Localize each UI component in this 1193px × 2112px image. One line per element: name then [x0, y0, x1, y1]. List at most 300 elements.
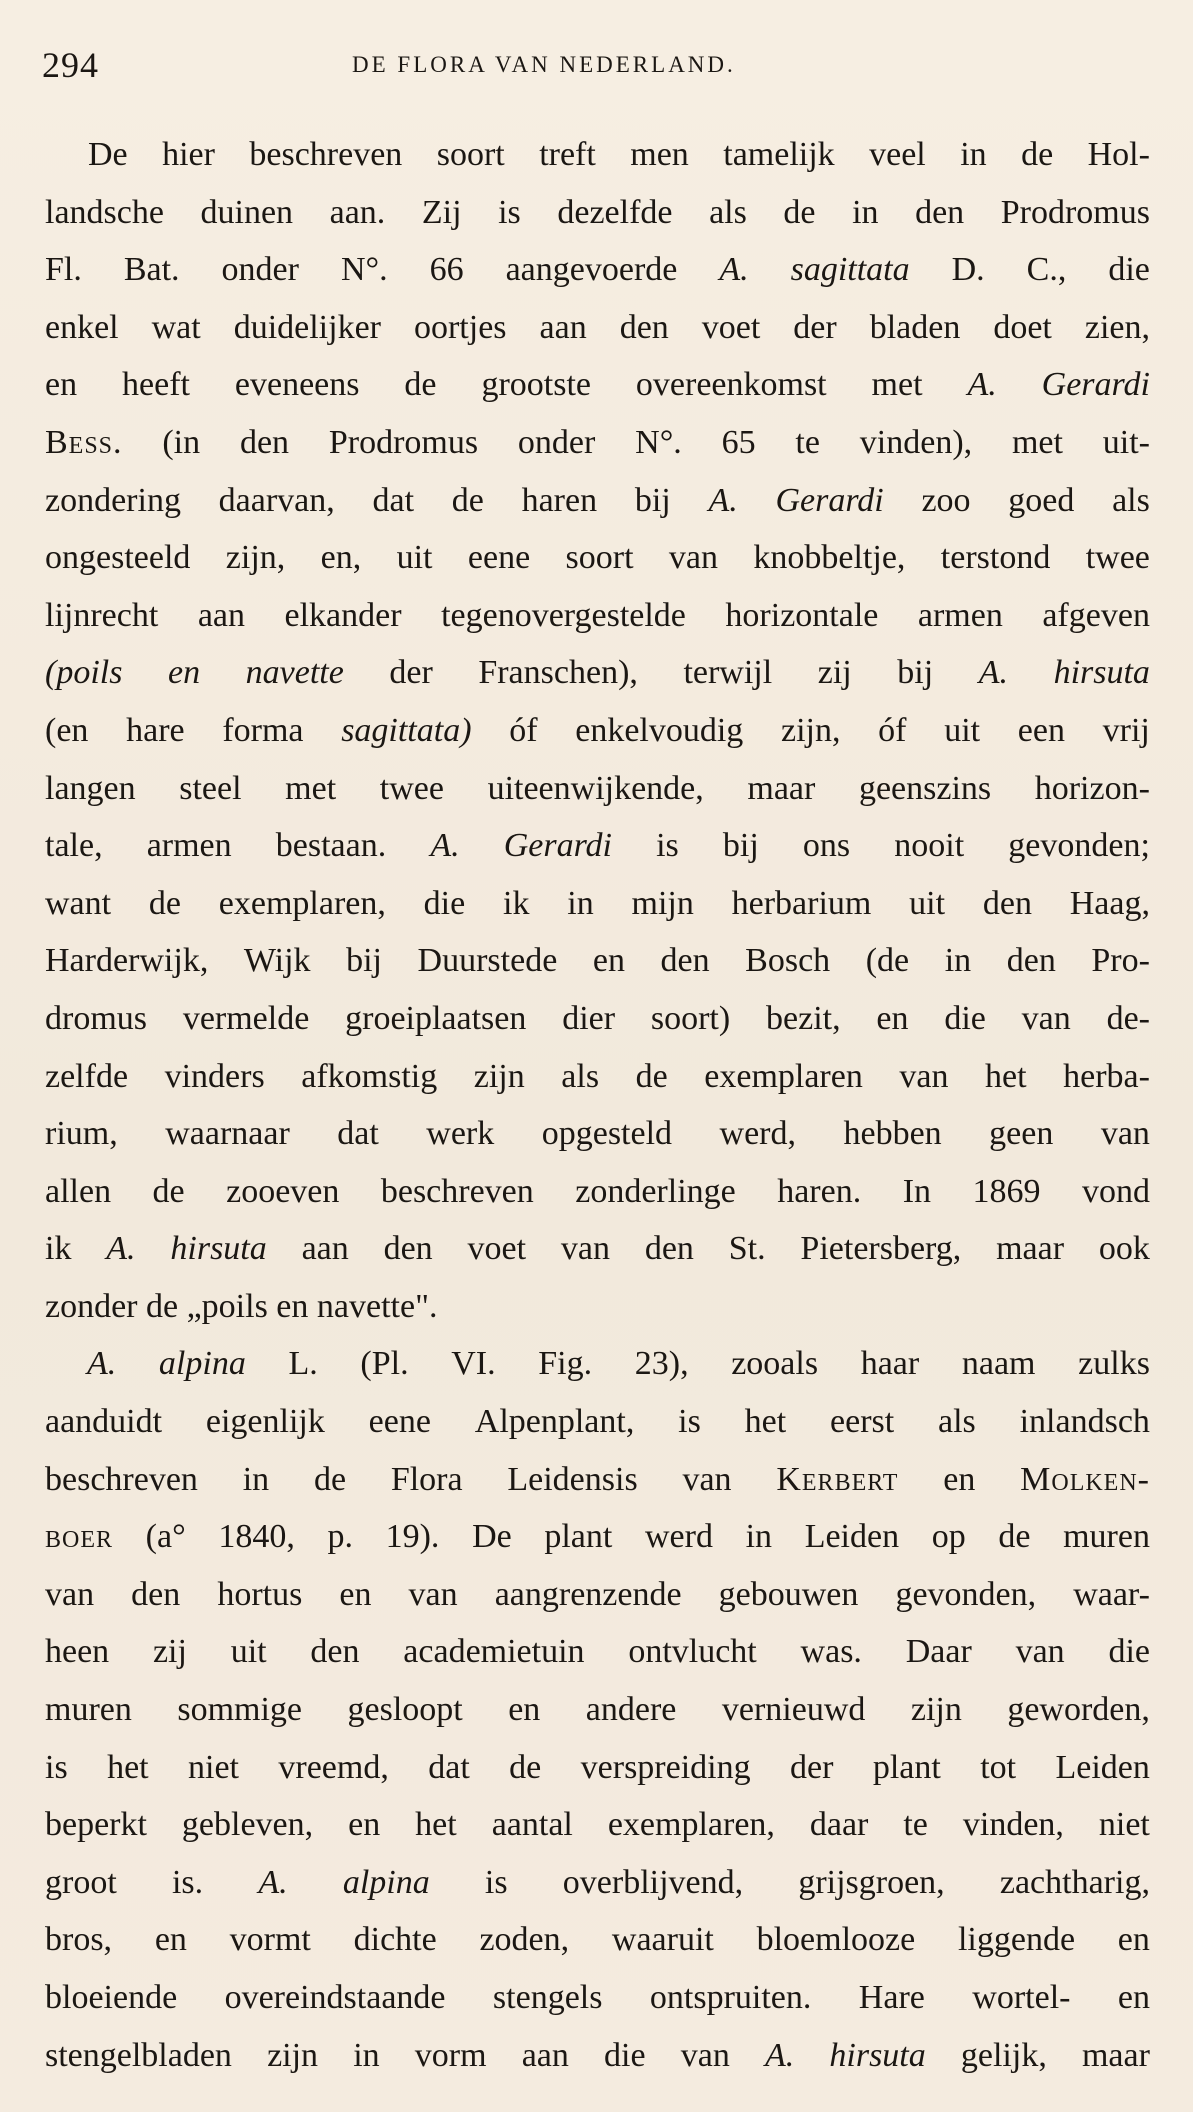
text-word: L.: [288, 1345, 318, 1383]
text-word: Fig.: [538, 1345, 593, 1383]
text-word: aan.: [329, 193, 386, 231]
text-line: [45, 1911, 1150, 1969]
text-line: [45, 990, 1150, 1048]
text-word: zien,: [1084, 308, 1150, 346]
text-word: óf: [878, 711, 907, 749]
text-word: enkel: [45, 308, 119, 346]
text-line: [45, 1739, 1150, 1797]
text-word: den: [644, 1230, 694, 1268]
text-line: [45, 356, 1150, 414]
text-word: bij: [346, 942, 382, 980]
text-word: het: [985, 1057, 1027, 1095]
text-word: ontspruiten.: [649, 1979, 812, 2016]
text-line: [45, 1623, 1150, 1681]
text-line: [45, 184, 1150, 242]
text-word: overeenkomst: [635, 366, 827, 404]
text-word: zelfde: [45, 1057, 129, 1095]
text-word: den: [131, 1575, 181, 1613]
text-word: en: [508, 1691, 541, 1729]
text-word: overblijvend,: [562, 1863, 744, 1901]
text-word: grootste: [481, 366, 591, 404]
text-word: zoo: [921, 481, 971, 519]
text-word: wortel-: [972, 1979, 1071, 2016]
text-word: duidelijker: [233, 308, 381, 346]
text-word: vond: [1081, 1172, 1150, 1210]
text-word: beschreven: [380, 1172, 534, 1210]
text-word: Kerbert: [776, 1460, 899, 1498]
text-word: als: [561, 1057, 600, 1095]
text-word: Leidensis: [507, 1460, 638, 1498]
text-word: veel: [869, 136, 926, 173]
text-word: op: [931, 1518, 966, 1556]
text-word: dezelfde: [557, 193, 673, 231]
text-word: in: [242, 1460, 270, 1498]
text-word: gesloopt: [347, 1691, 463, 1729]
text-word: overeindstaande: [224, 1979, 446, 2016]
text-word: zijn: [473, 1057, 525, 1095]
text-word: eene: [467, 539, 531, 577]
text-word: stengels: [492, 1979, 603, 2016]
text-word: exemplaren,: [218, 884, 386, 922]
text-word: in: [567, 884, 594, 922]
text-line: [45, 644, 1150, 702]
text-word: afgeven: [1042, 596, 1150, 634]
text-word: van: [408, 1575, 458, 1613]
text-word: die: [1108, 1633, 1150, 1671]
text-word: alpina: [342, 1863, 430, 1901]
text-word: aan: [539, 308, 587, 346]
text-word: Duurstede: [417, 942, 558, 980]
text-word: was.: [800, 1633, 862, 1671]
text-word: Flora: [390, 1460, 463, 1498]
text-word: maar: [996, 1230, 1065, 1268]
text-word: Prodromus: [328, 423, 479, 461]
text-word: hebben: [843, 1115, 942, 1153]
text-word: den: [660, 942, 710, 980]
text-word: soort: [436, 136, 505, 173]
text-word: academietuin: [403, 1633, 585, 1671]
text-word: van: [1100, 1115, 1150, 1153]
text-line: [45, 1969, 1150, 2027]
text-word: een: [1017, 711, 1065, 749]
text-word: A.: [967, 366, 997, 404]
text-word: naam: [961, 1345, 1036, 1383]
text-word: enkelvoudig: [575, 711, 744, 749]
text-word: knobbeltje,: [753, 539, 906, 577]
text-word: A.: [87, 1345, 117, 1383]
text-word: ons: [802, 827, 851, 865]
text-word: van: [682, 1460, 732, 1498]
text-line: [45, 126, 1150, 184]
text-word: D.: [951, 251, 985, 289]
text-word: hirsuta: [829, 2036, 926, 2074]
text-word: 65: [721, 423, 756, 461]
text-word: den: [982, 884, 1032, 922]
text-word: men: [630, 136, 689, 173]
text-word: plant: [544, 1518, 613, 1556]
text-word: inlandsch: [1019, 1403, 1150, 1441]
text-word: mijn: [631, 884, 694, 922]
text-line: [45, 1335, 1150, 1393]
text-word: is: [656, 827, 679, 865]
text-word: sagittata: [790, 251, 910, 289]
text-word: de: [404, 366, 437, 404]
text-word: en: [876, 999, 909, 1037]
text-word: dichte: [353, 1921, 437, 1959]
text-word: aanduidt: [45, 1403, 163, 1441]
text-word: voet: [467, 1230, 527, 1268]
body-text: [45, 126, 1150, 2084]
text-word: plant: [872, 1748, 941, 1786]
text-word: de: [509, 1748, 542, 1786]
text-word: in: [944, 942, 972, 980]
text-line: [45, 529, 1150, 587]
text-word: Molken-: [1020, 1460, 1150, 1498]
text-word: De: [472, 1518, 512, 1556]
text-word: bros,: [45, 1921, 113, 1959]
text-word: 66: [429, 251, 464, 289]
text-word: Haag,: [1069, 884, 1150, 922]
text-word: die: [1108, 251, 1150, 289]
text-word: (a°: [145, 1518, 186, 1556]
text-word: hirsuta: [170, 1230, 267, 1268]
text-word: van: [680, 2036, 730, 2074]
text-word: vinden),: [859, 423, 973, 461]
text-word: als: [938, 1403, 976, 1441]
text-word: zijn: [910, 1691, 962, 1729]
text-line: [45, 241, 1150, 299]
text-word: beschreven: [45, 1460, 198, 1498]
text-word: In: [902, 1172, 932, 1210]
text-word: en: [348, 1806, 381, 1844]
text-word: dat: [337, 1115, 379, 1153]
text-word: Bosch: [745, 942, 831, 980]
text-word: heen: [45, 1633, 110, 1671]
text-word: maar: [1081, 2036, 1150, 2074]
text-word: bij: [897, 654, 934, 692]
text-word: met: [1011, 423, 1063, 461]
text-word: tegenovergestelde: [441, 596, 686, 634]
text-word: van: [668, 539, 719, 577]
text-word: de: [313, 1460, 347, 1498]
text-word: de: [148, 884, 181, 922]
text-word: en: [943, 1460, 976, 1498]
text-word: navette: [245, 654, 344, 692]
text-word: het: [415, 1806, 457, 1844]
text-word: zachtharig,: [999, 1863, 1150, 1901]
text-word: daar: [809, 1806, 869, 1844]
text-word: vorm: [414, 2036, 487, 2074]
text-word: eerst: [830, 1403, 895, 1441]
text-word: en: [1117, 1921, 1150, 1959]
text-word: voet: [701, 308, 761, 346]
text-word: beschreven: [249, 136, 403, 173]
text-word: uit: [944, 711, 981, 749]
text-word: horizon-: [1034, 769, 1150, 807]
text-word: en: [45, 366, 78, 404]
text-word: waar-: [1073, 1575, 1150, 1613]
text-word: heeft: [122, 366, 190, 404]
text-word: bestaan.: [275, 827, 387, 865]
text-word: wat: [151, 308, 201, 346]
text-word: uit-: [1102, 423, 1150, 461]
text-word: vinden,: [962, 1806, 1064, 1844]
text-word: gevonden;: [1008, 827, 1150, 865]
text-word: gebouwen: [718, 1575, 859, 1613]
text-word: zij: [817, 654, 852, 692]
text-word: groeiplaatsen: [345, 999, 527, 1037]
text-word: langen: [45, 769, 136, 807]
text-word: haar: [860, 1345, 920, 1383]
text-line: [45, 932, 1150, 990]
text-line: [45, 1278, 1150, 1336]
text-word: (poils: [45, 654, 123, 692]
text-line: [45, 1508, 1150, 1566]
text-word: Daar: [905, 1633, 972, 1671]
text-line: [45, 875, 1150, 933]
text-word: de: [451, 481, 484, 519]
text-line: [45, 1854, 1150, 1912]
text-word: der: [790, 1748, 834, 1786]
text-word: aan: [301, 1230, 349, 1268]
text-word: uit: [909, 884, 946, 922]
text-word: uit: [230, 1633, 267, 1671]
text-word: zulks: [1078, 1345, 1150, 1383]
text-word: treft: [539, 136, 596, 173]
text-word: en: [339, 1575, 372, 1613]
text-word: niet: [1098, 1806, 1150, 1844]
text-word: geworden,: [1007, 1691, 1150, 1729]
text-line: [45, 1163, 1150, 1221]
text-word: alpina: [158, 1345, 246, 1383]
text-word: A.: [719, 251, 749, 289]
text-word: 1840,: [218, 1518, 295, 1556]
text-word: want: [45, 884, 112, 922]
text-word: nooit: [894, 827, 965, 865]
text-word: werk: [426, 1115, 495, 1153]
text-word: dat: [372, 481, 415, 519]
text-word: die: [944, 999, 986, 1037]
text-word: Zij: [421, 193, 462, 231]
text-word: armen: [146, 827, 232, 865]
text-word: te: [903, 1806, 928, 1844]
text-word: A.: [106, 1230, 136, 1268]
text-word: aangrenzende: [494, 1575, 682, 1613]
text-word: vernieuwd: [721, 1691, 866, 1729]
text-word: eveneens: [234, 366, 360, 404]
text-word: ontvlucht: [628, 1633, 757, 1671]
text-word: den: [383, 1230, 433, 1268]
text-word: muren: [1063, 1518, 1150, 1556]
text-word: dier: [562, 999, 616, 1037]
text-word: ik: [45, 1230, 72, 1268]
text-word: verspreiding: [580, 1748, 751, 1786]
text-word: waaruit: [611, 1921, 714, 1959]
text-line: [45, 702, 1150, 760]
text-word: bij: [722, 827, 759, 865]
text-word: haren: [521, 481, 598, 519]
text-word: werd: [644, 1518, 713, 1556]
text-line: [45, 2027, 1150, 2085]
text-word: óf: [509, 711, 538, 749]
text-word: p.: [327, 1518, 353, 1556]
text-word: den: [619, 308, 669, 346]
text-word: A.: [978, 654, 1009, 692]
text-line: [45, 1048, 1150, 1106]
text-word: het: [744, 1403, 787, 1441]
text-word: A.: [764, 2036, 795, 2074]
text-word: zondering: [45, 481, 181, 519]
text-word: twee: [379, 769, 444, 807]
text-word: stengelbladen: [45, 2036, 232, 2074]
text-word: bloemlooze: [756, 1921, 916, 1959]
text-line: [45, 817, 1150, 875]
text-word: sommige: [177, 1691, 303, 1729]
text-word: eene: [368, 1403, 431, 1441]
text-word: de-: [1106, 999, 1150, 1037]
text-word: Alpenplant,: [474, 1403, 635, 1441]
running-head: DE FLORA VAN NEDERLAND.: [352, 52, 736, 77]
text-word: zooeven: [226, 1172, 340, 1210]
text-word: terstond: [940, 539, 1051, 577]
text-word: geenszins: [858, 769, 992, 807]
text-word: eigenlijk: [205, 1403, 325, 1441]
text-word: Franschen),: [478, 654, 638, 692]
text-word: Pro-: [1091, 942, 1150, 980]
text-word: van: [1015, 1633, 1065, 1671]
text-word: Bat.: [123, 251, 180, 289]
text-line: [45, 1393, 1150, 1451]
text-word: (in: [162, 423, 201, 461]
text-word: twee: [1085, 539, 1150, 577]
text-line: [45, 472, 1150, 530]
text-word: ik: [503, 884, 530, 922]
text-word: Hare: [858, 1979, 925, 2016]
text-word: zonderlinge: [575, 1172, 736, 1210]
text-word: herbarium: [731, 884, 872, 922]
text-word: terwijl: [683, 654, 773, 692]
text-word: als: [1112, 481, 1150, 519]
text-word: aangevoerde: [505, 251, 678, 289]
text-word: aantal: [491, 1806, 573, 1844]
text-word: horizontale: [725, 596, 879, 634]
text-word: landsche: [45, 193, 164, 231]
text-word: het: [107, 1748, 149, 1786]
text-word: grijsgroen,: [798, 1863, 945, 1901]
text-word: Leiden: [804, 1518, 900, 1556]
text-word: hier: [162, 136, 215, 173]
text-word: exemplaren: [704, 1057, 863, 1095]
text-word: die: [423, 884, 466, 922]
text-word: in: [852, 193, 879, 231]
text-word: is.: [171, 1863, 204, 1901]
page-number: 294: [42, 45, 99, 85]
text-word: en: [1117, 1979, 1150, 2016]
text-word: herba-: [1063, 1057, 1150, 1095]
text-word: hirsuta: [1053, 654, 1150, 692]
text-line: [45, 1220, 1150, 1278]
text-word: steel: [179, 769, 242, 807]
text-word: rium,: [45, 1115, 118, 1153]
text-word: hortus: [217, 1575, 303, 1613]
text-word: te: [795, 423, 820, 461]
text-word: dat: [428, 1748, 470, 1786]
text-word: vrij: [1102, 711, 1150, 749]
text-word: muren: [45, 1691, 132, 1729]
text-word: soort): [650, 999, 731, 1037]
text-word: Wijk: [243, 942, 311, 980]
text-word: vermelde: [182, 999, 310, 1037]
text-word: N°.: [635, 423, 682, 461]
text-word: gelijk,: [960, 2036, 1047, 2074]
text-word: die: [604, 2036, 646, 2074]
text-word: zijn,: [781, 711, 841, 749]
text-word: der: [793, 308, 837, 346]
text-line: [45, 1451, 1150, 1509]
text-word: onder: [517, 423, 596, 461]
page-header: [42, 44, 1152, 94]
text-word: in: [745, 1518, 773, 1556]
text-word: Harderwijk,: [45, 942, 209, 980]
text-word: den: [310, 1633, 360, 1671]
text-word: de: [998, 1518, 1031, 1556]
text-word: forma: [222, 711, 304, 749]
text-word: tale,: [45, 827, 103, 865]
text-word: zonder de „poils en navette".: [45, 1287, 438, 1325]
text-word: ook: [1098, 1230, 1150, 1268]
text-word: doet: [993, 308, 1052, 346]
text-word: tamelijk: [723, 136, 835, 173]
text-word: haren.: [777, 1172, 862, 1210]
text-word: opgesteld: [541, 1115, 673, 1153]
text-word: aan: [197, 596, 245, 634]
text-word: daarvan,: [218, 481, 335, 519]
text-word: ongesteeld: [45, 539, 191, 577]
text-word: bezit,: [766, 999, 841, 1037]
text-line: [45, 1105, 1150, 1163]
text-word: gebleven,: [181, 1806, 314, 1844]
text-word: en,: [320, 539, 362, 577]
text-word: Prodromus: [1000, 193, 1150, 231]
text-word: Fl.: [45, 251, 82, 289]
text-word: tot: [980, 1748, 1017, 1786]
text-word: armen: [917, 596, 1003, 634]
text-word: sagittata): [341, 711, 472, 749]
text-word: boer: [45, 1518, 114, 1556]
text-word: in: [960, 136, 987, 173]
text-line: [45, 760, 1150, 818]
text-word: A.: [258, 1863, 288, 1901]
text-word: waarnaar: [165, 1115, 290, 1153]
text-word: groot: [45, 1863, 117, 1901]
text-word: de: [783, 193, 816, 231]
text-word: werd,: [719, 1115, 796, 1153]
text-word: den: [1006, 942, 1056, 980]
text-word: aan: [521, 2036, 569, 2074]
text-word: N°.: [340, 251, 388, 289]
text-word: zij: [152, 1633, 187, 1671]
text-word: niet: [188, 1748, 239, 1786]
text-word: van: [899, 1057, 949, 1095]
text-word: lijnrecht: [45, 596, 159, 634]
text-word: is: [498, 193, 521, 231]
text-word: allen: [45, 1172, 112, 1210]
text-word: van: [1021, 999, 1071, 1037]
text-word: (Pl.: [360, 1345, 409, 1383]
text-line: [45, 1796, 1150, 1854]
text-word: beperkt: [45, 1806, 147, 1844]
text-word: zoden,: [479, 1921, 570, 1959]
